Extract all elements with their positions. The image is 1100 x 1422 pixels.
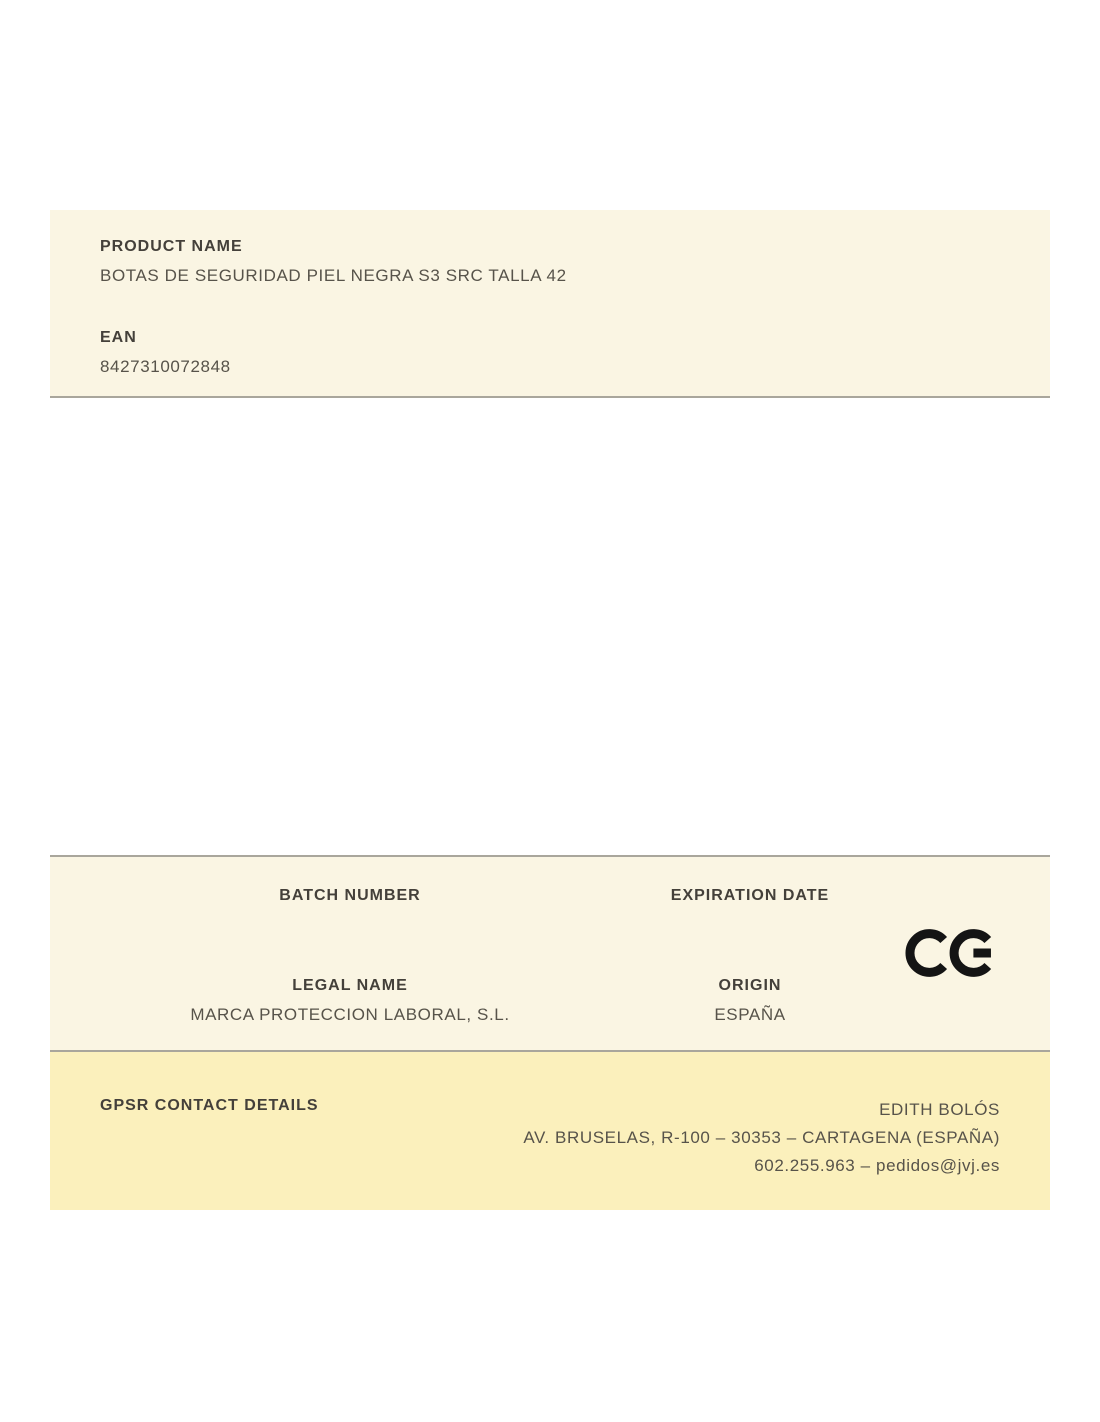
gpsr-contact-name: EDITH BOLÓS bbox=[879, 1100, 1000, 1119]
batch-number-label: BATCH NUMBER bbox=[279, 887, 421, 904]
origin-value: ESPAÑA bbox=[714, 1005, 786, 1024]
product-name-value: BOTAS DE SEGURIDAD PIEL NEGRA S3 SRC TALLA 42 bbox=[100, 266, 567, 285]
legal-name-label: LEGAL NAME bbox=[292, 977, 408, 994]
gpsr-contact-phone-email: 602.255.963 – pedidos@jvj.es bbox=[754, 1156, 1000, 1175]
legal-name-value: MARCA PROTECCION LABORAL, S.L. bbox=[190, 1005, 510, 1024]
gpsr-contact-block bbox=[523, 1096, 1000, 1180]
details-left-column bbox=[50, 857, 650, 1050]
ean-value: 8427310072848 bbox=[100, 357, 231, 376]
gpsr-contact-panel bbox=[50, 1052, 1050, 1210]
details-right-column bbox=[650, 857, 850, 1050]
ce-mark-icon bbox=[905, 925, 995, 981]
product-info-panel bbox=[50, 210, 1050, 398]
product-name-field bbox=[100, 237, 1000, 287]
expiration-date-label: EXPIRATION DATE bbox=[670, 887, 830, 904]
ce-mark-zone bbox=[850, 857, 1050, 1050]
ean-label: EAN bbox=[100, 329, 137, 346]
ean-field bbox=[100, 328, 1000, 378]
origin-label: ORIGIN bbox=[718, 977, 782, 994]
batch-details-panel bbox=[50, 855, 1050, 1052]
gpsr-title: GPSR CONTACT DETAILS bbox=[100, 1097, 319, 1114]
product-name-label: PRODUCT NAME bbox=[100, 238, 243, 255]
gpsr-contact-address: AV. BRUSELAS, R-100 – 30353 – CARTAGENA (ESPAÑA) bbox=[523, 1128, 1000, 1147]
